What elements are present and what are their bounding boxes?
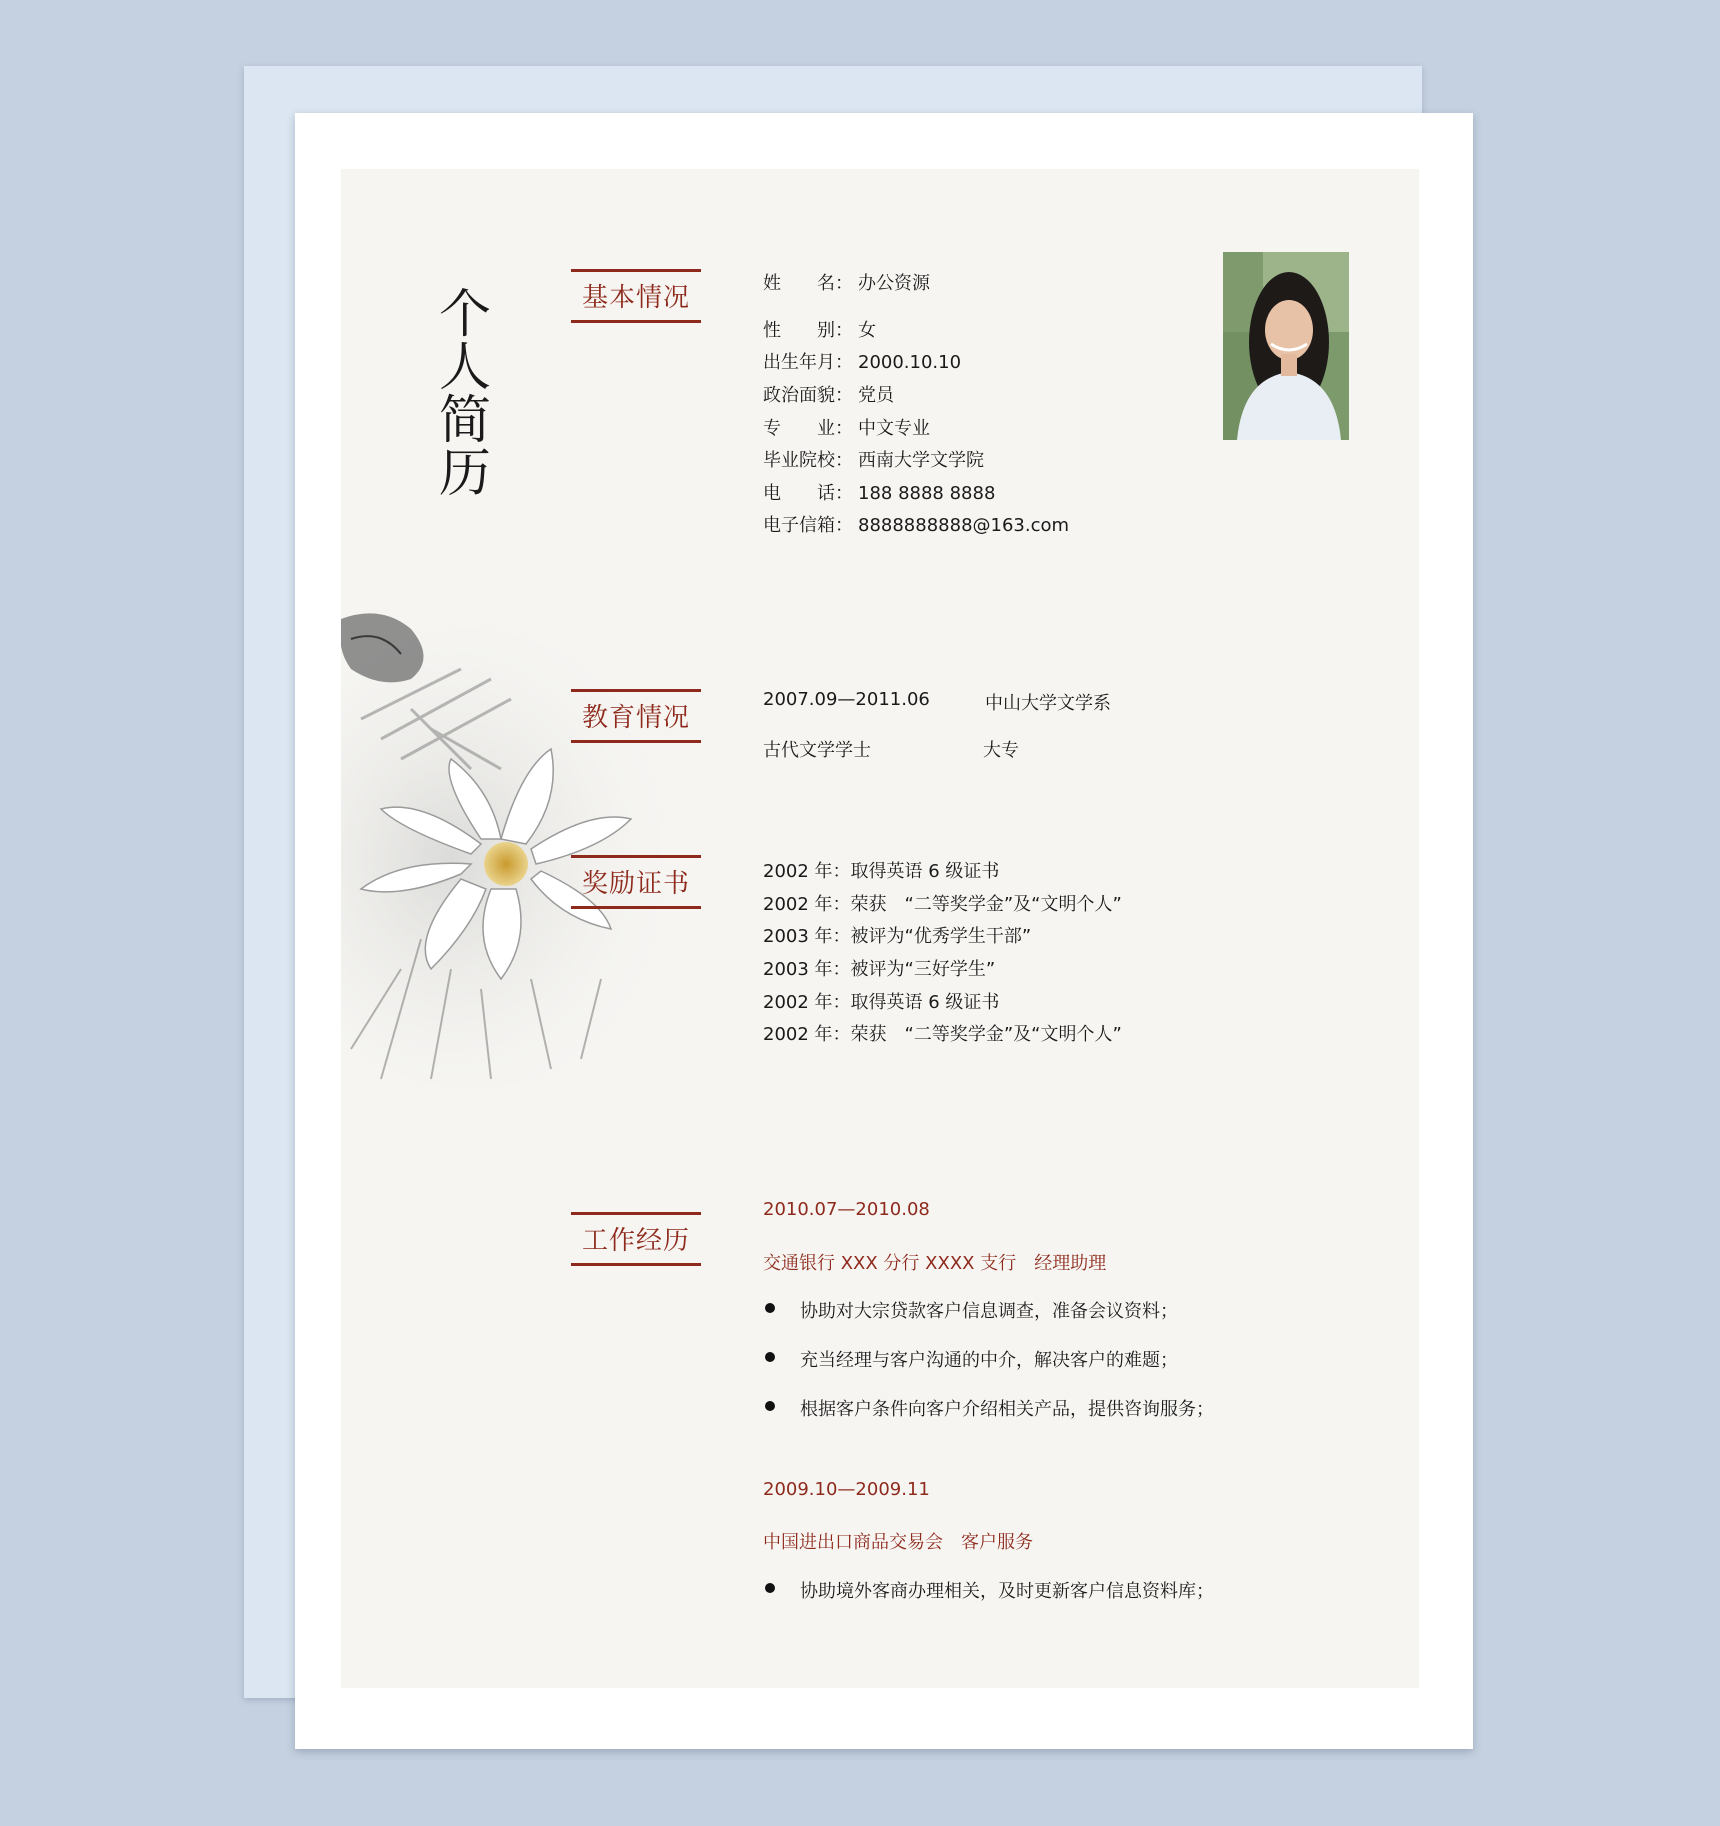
basic-row-name: [763, 269, 930, 295]
basic-label: 毕业院校：: [763, 450, 853, 471]
job-duty: 协助对大宗贷款客户信息调查，准备会议资料；: [800, 1301, 1178, 1322]
basic-label: 电 话：: [763, 483, 853, 504]
award-item: 2003 年：被评为“三好学生”: [763, 959, 996, 980]
education-period: 2007.09—2011.06: [763, 689, 930, 710]
bullet-dot: [765, 1303, 775, 1313]
bullet-dot: [765, 1352, 775, 1362]
basic-row-major: [763, 414, 930, 440]
basic-value: 女: [858, 320, 876, 341]
education-school: 中山大学文学系: [985, 693, 1111, 714]
resume-title: 个人简历: [438, 285, 491, 504]
job-duty: 根据客户条件向客户介绍相关产品，提供咨询服务；: [800, 1399, 1214, 1420]
section-title-basic: 基本情况: [581, 283, 690, 313]
basic-value: 办公资源: [858, 273, 930, 294]
section-title-work: 工作经历: [581, 1226, 690, 1256]
basic-row-email: [763, 511, 1069, 537]
award-item: 2002 年：取得英语 6 级证书: [763, 992, 1000, 1013]
basic-row-school: [763, 446, 984, 472]
bullet-dot: [765, 1401, 775, 1411]
lotus-illustration: [341, 609, 661, 1089]
job-period: 2010.07—2010.08: [763, 1199, 930, 1220]
award-item: 2002 年：荣获 “二等奖学金”及“文明个人”: [763, 1024, 1122, 1045]
section-header-basic: [571, 269, 701, 323]
job-company: 中国进出口商品交易会 客户服务: [763, 1532, 1033, 1553]
basic-row-political: [763, 381, 894, 407]
section-title-awards: 奖励证书: [581, 869, 690, 899]
section-title-education: 教育情况: [581, 703, 690, 733]
resume-paper: [341, 169, 1419, 1688]
basic-value: 8888888888@163.com: [858, 515, 1070, 536]
basic-label: 性 别：: [763, 320, 853, 341]
basic-row-birth: [763, 348, 961, 374]
basic-label: 专 业：: [763, 418, 853, 439]
basic-value: 党员: [858, 385, 894, 406]
education-degree: 古代文学学士: [763, 740, 871, 761]
award-item: 2002 年：荣获 “二等奖学金”及“文明个人”: [763, 894, 1122, 915]
basic-value: 西南大学文学院: [858, 450, 984, 471]
section-header-education: [571, 689, 701, 743]
job-duty: 协助境外客商办理相关，及时更新客户信息资料库；: [800, 1581, 1214, 1602]
basic-row-phone: [763, 479, 995, 505]
bullet-dot: [765, 1583, 775, 1593]
basic-label: 电子信箱：: [763, 515, 853, 536]
section-header-awards: [571, 855, 701, 909]
job-company: 交通银行 XXX 分行 XXXX 支行 经理助理: [763, 1253, 1107, 1274]
education-level: 大专: [983, 740, 1019, 761]
profile-photo: [1223, 252, 1349, 440]
job-duty: 充当经理与客户沟通的中介，解决客户的难题；: [800, 1350, 1178, 1371]
job-period: 2009.10—2009.11: [763, 1479, 930, 1500]
basic-label: 出生年月：: [763, 352, 853, 373]
basic-value: 2000.10.10: [858, 352, 962, 373]
basic-value: 188 8888 8888: [858, 483, 996, 504]
basic-label: 政治面貌：: [763, 385, 853, 406]
basic-row-gender: [763, 316, 876, 342]
basic-value: 中文专业: [858, 418, 930, 439]
section-header-work: [571, 1212, 701, 1266]
award-item: 2003 年：被评为“优秀学生干部”: [763, 926, 1032, 947]
award-item: 2002 年：取得英语 6 级证书: [763, 861, 1000, 882]
resume-page: [295, 113, 1473, 1749]
basic-label: 姓 名：: [763, 273, 853, 294]
